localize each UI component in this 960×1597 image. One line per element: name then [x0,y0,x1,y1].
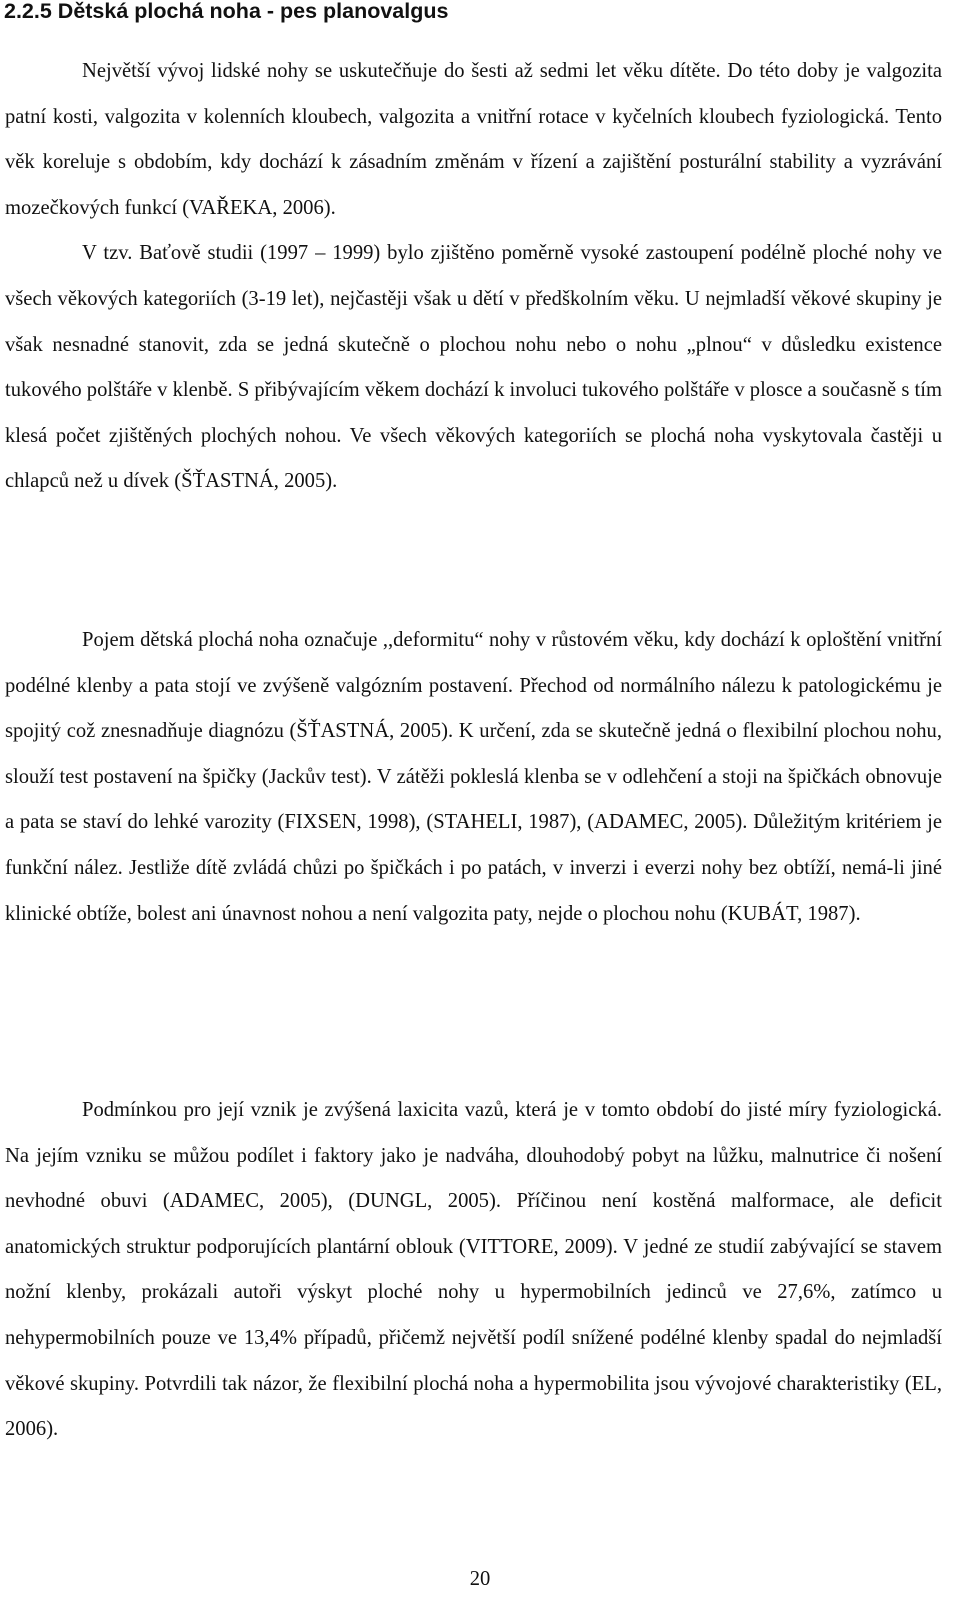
paragraph: Největší vývoj lidské nohy se uskutečňuje do šesti až sedmi let věku dítěte. Do této doby je valgozita patní kosti, valgozita v kolenních kloubech, valgozita a vnitřní rotace v kyčelních kloubech fyziologická. Tento věk koreluje s obdobím, kdy dochází k zásadním změnám v řízení a zajištění posturální stability a vyzrávání mozečkových funkcí (VAŘEKA, 2006). [5,60,942,219]
paragraph: V tzv. Baťově studii (1997 – 1999) bylo zjištěno poměrně vysoké zastoupení podélně ploché nohy ve všech věkových kategoriích (3-19 let), nejčastěji však u dětí v předškolním věku. U nejmladší věkové skupiny je však nesnadné stanovit, zda se jedná skutečně o plochou nohu nebo o nohu „plnou“ v důsledku existence tukového polštáře v klenbě. S přibývajícím věkem dochází k involuci tukového polštáře v plosce a současně s tím klesá počet zjištěných plochých nohou. Ve všech věkových kategoriích se plochá noha vyskytovala častěji u chlapců než u dívek (ŠŤASTNÁ, 2005). [5,242,942,493]
page-number: 20 [469,1568,491,1590]
body-text [5,1088,942,1453]
body-text [5,49,942,505]
body-text [5,618,942,937]
section-heading: 2.2.5 Dětská plochá noha - pes planovalgus [4,0,449,23]
paragraph: Pojem dětská plochá noha označuje ,,deformitu“ nohy v růstovém věku, kdy dochází k oploštění vnitřní podélné klenby a pata stojí ve zvýšeně valgózním postavení. Přechod od normálního nálezu k patologickému je spojitý což znesnadňuje diagnózu (ŠŤASTNÁ, 2005). K určení, zda se skutečně jedná o flexibilní plochou nohu, slouží test postavení na špičky (Jackův test). V zátěži pokleslá klenba se v odlehčení a stoji na špičkách obnovuje a pata se staví do lehké varozity (FIXSEN, 1998), (STAHELI, 1987), (ADAMEC, 2005). Důležitým kritériem je funkční nález. Jestliže dítě zvládá chůzi po špičkách i po patách, v inverzi i everzi nohy bez obtíží, nemá-li jiné klinické obtíže, bolest ani únavnost nohou a není valgozita paty, nejde o plochou nohu (KUBÁT, 1987). [5,629,942,925]
paragraph: Podmínkou pro její vznik je zvýšená laxicita vazů, která je v tomto období do jisté míry fyziologická. Na jejím vzniku se můžou podílet i faktory jako je nadváha, dlouhodobý pobyt na lůžku, malnutrice či nošení nevhodné obuvi (ADAMEC, 2005), (DUNGL, 2005). Příčinou není kostěná malformace, ale deficit anatomických struktur podporujících plantární oblouk (VITTORE, 2009). V jedné ze studií zabývající se stavem nožní klenby, prokázali autoři výskyt ploché nohy u hypermobilních jedinců ve 27,6%, zatímco u nehypermobilních pouze ve 13,4% případů, přičemž největší podíl snížené podélné klenby spadal do nejmladší věkové skupiny. Potvrdili tak názor, že flexibilní plochá noha a hypermobilita jsou vývojové charakteristiky (EL, 2006). [5,1099,942,1441]
